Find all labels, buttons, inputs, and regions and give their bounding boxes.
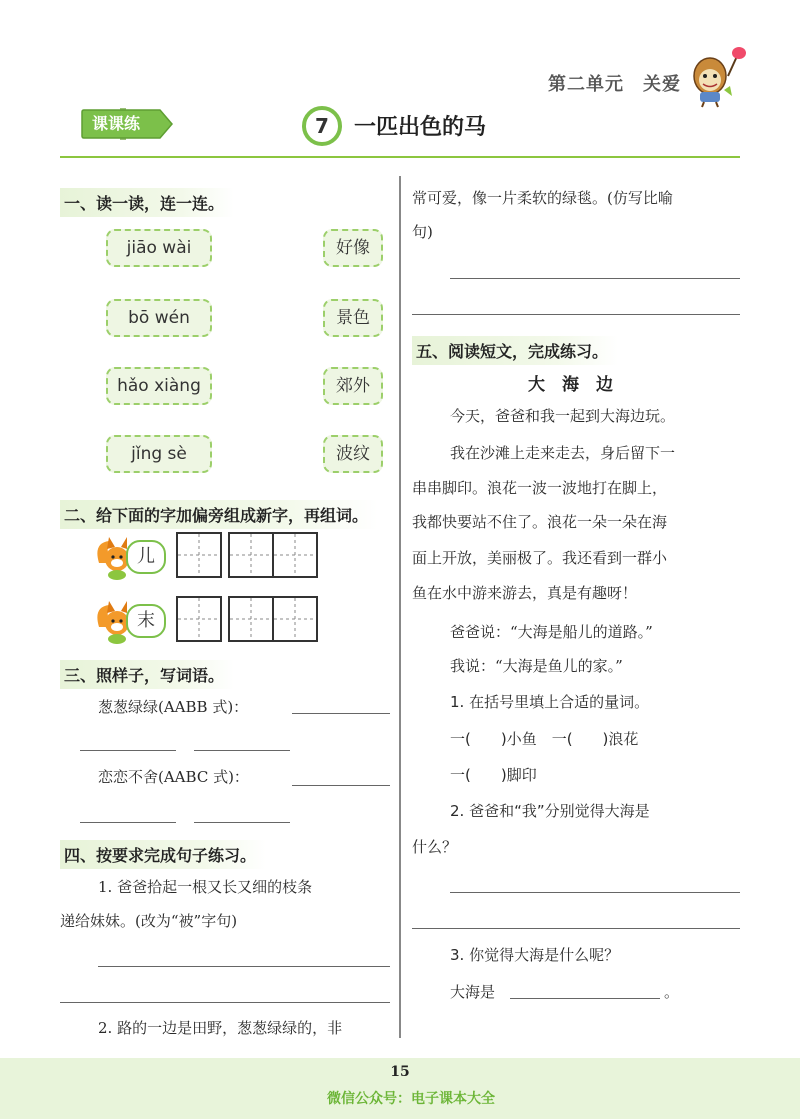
grid-guides	[230, 598, 272, 640]
answer-line[interactable]	[510, 998, 660, 999]
lesson-number: 7	[302, 106, 342, 146]
word-card[interactable]: 好像	[323, 229, 383, 267]
page-number: 15	[390, 1064, 410, 1080]
section1-heading: 一、读一读，连一连。	[60, 188, 234, 217]
passage-paragraph: 面上开放，美丽极了。我还看到一群小	[412, 549, 668, 567]
answer-line[interactable]	[80, 822, 176, 823]
section5-heading: 五、阅读短文，完成练习。	[412, 336, 618, 365]
header-divider	[60, 156, 740, 158]
passage-paragraph: 我说：“大海是鱼儿的家。”	[450, 657, 623, 675]
answer-line[interactable]	[450, 278, 740, 279]
passage-paragraph: 鱼在水中游来游去，真是有趣呀！	[412, 584, 638, 602]
section4-q2-line3: 句)	[412, 223, 433, 241]
writing-grid[interactable]	[272, 596, 318, 642]
passage-paragraph: 我都快要站不住了。浪花一朵一朵在海	[412, 513, 668, 531]
lesson-title: 一匹出色的马	[354, 115, 487, 140]
pinyin-card[interactable]: hǎo xiàng	[106, 367, 212, 405]
grid-guides	[274, 534, 316, 576]
passage-paragraph: 爸爸说：“大海是船儿的道路。”	[450, 623, 653, 641]
passage-paragraph: 我在沙滩上走来走去，身后留下一	[450, 444, 676, 462]
answer-line[interactable]	[194, 750, 290, 751]
grid-guides	[178, 598, 220, 640]
section3-item1: 葱葱绿绿(AABB 式)：	[98, 698, 249, 716]
word-card[interactable]: 波纹	[323, 435, 383, 473]
passage-paragraph: 今天，爸爸和我一起到大海边玩。	[450, 407, 676, 425]
column-divider	[399, 176, 401, 1038]
section4-q2-line1: 2. 路的一边是田野，葱葱绿绿的，非	[98, 1019, 343, 1037]
lesson-tag: 课课练	[92, 114, 141, 133]
answer-line[interactable]	[98, 966, 390, 967]
char-badge: 末	[126, 604, 166, 638]
passage-title: 大 海 边	[528, 375, 613, 395]
section4-heading: 四、按要求完成句子练习。	[60, 840, 266, 869]
section3-item2: 恋恋不舍(AABC 式)：	[98, 768, 249, 786]
question-1-blanks-b[interactable]: 一( )脚印	[450, 766, 537, 784]
word-card[interactable]: 郊外	[323, 367, 383, 405]
writing-grid[interactable]	[176, 596, 222, 642]
wechat-credit: 微信公众号：电子课本大全	[327, 1091, 495, 1107]
grid-guides	[178, 534, 220, 576]
section4-q1-line2: 递给妹妹。(改为“被”字句)	[60, 912, 238, 930]
writing-grid[interactable]	[176, 532, 222, 578]
answer-line[interactable]	[412, 314, 740, 315]
question-3: 3. 你觉得大海是什么呢？	[450, 946, 620, 964]
mascot-icon	[688, 46, 748, 108]
answer-line[interactable]	[292, 785, 390, 786]
grid-guides	[274, 598, 316, 640]
unit-label: 第二单元 关爱	[548, 74, 681, 95]
question-3-prefix: 大海是	[450, 983, 496, 1001]
pinyin-card[interactable]: jǐng sè	[106, 435, 212, 473]
question-2-line1: 2. 爸爸和“我”分别觉得大海是	[450, 802, 650, 820]
word-card[interactable]: 景色	[323, 299, 383, 337]
question-1: 1. 在括号里填上合适的量词。	[450, 693, 650, 711]
section3-heading: 三、照样子，写词语。	[60, 660, 234, 689]
passage-paragraph: 串串脚印。浪花一波一波地打在脚上，	[412, 479, 668, 497]
section4-q1-line1: 1. 爸爸拾起一根又长又细的枝条	[98, 878, 313, 896]
question-3-suffix: 。	[664, 983, 680, 1001]
answer-line[interactable]	[412, 928, 740, 929]
question-1-blanks-a[interactable]: 一( )小鱼 一( )浪花	[450, 730, 639, 748]
char-badge: 儿	[126, 540, 166, 574]
answer-line[interactable]	[292, 713, 390, 714]
answer-line[interactable]	[194, 822, 290, 823]
answer-line[interactable]	[450, 892, 740, 893]
writing-grid[interactable]	[272, 532, 318, 578]
section4-q2-line2: 常可爱，像一片柔软的绿毯。(仿写比喻	[412, 189, 673, 207]
answer-line[interactable]	[60, 1002, 390, 1003]
writing-grid[interactable]	[228, 532, 274, 578]
answer-line[interactable]	[80, 750, 176, 751]
pinyin-card[interactable]: jiāo wài	[106, 229, 212, 267]
pinyin-card[interactable]: bō wén	[106, 299, 212, 337]
grid-guides	[230, 534, 272, 576]
question-2-line2: 什么？	[412, 838, 458, 856]
section2-heading: 二、给下面的字加偏旁组成新字，再组词。	[60, 500, 378, 529]
writing-grid[interactable]	[228, 596, 274, 642]
